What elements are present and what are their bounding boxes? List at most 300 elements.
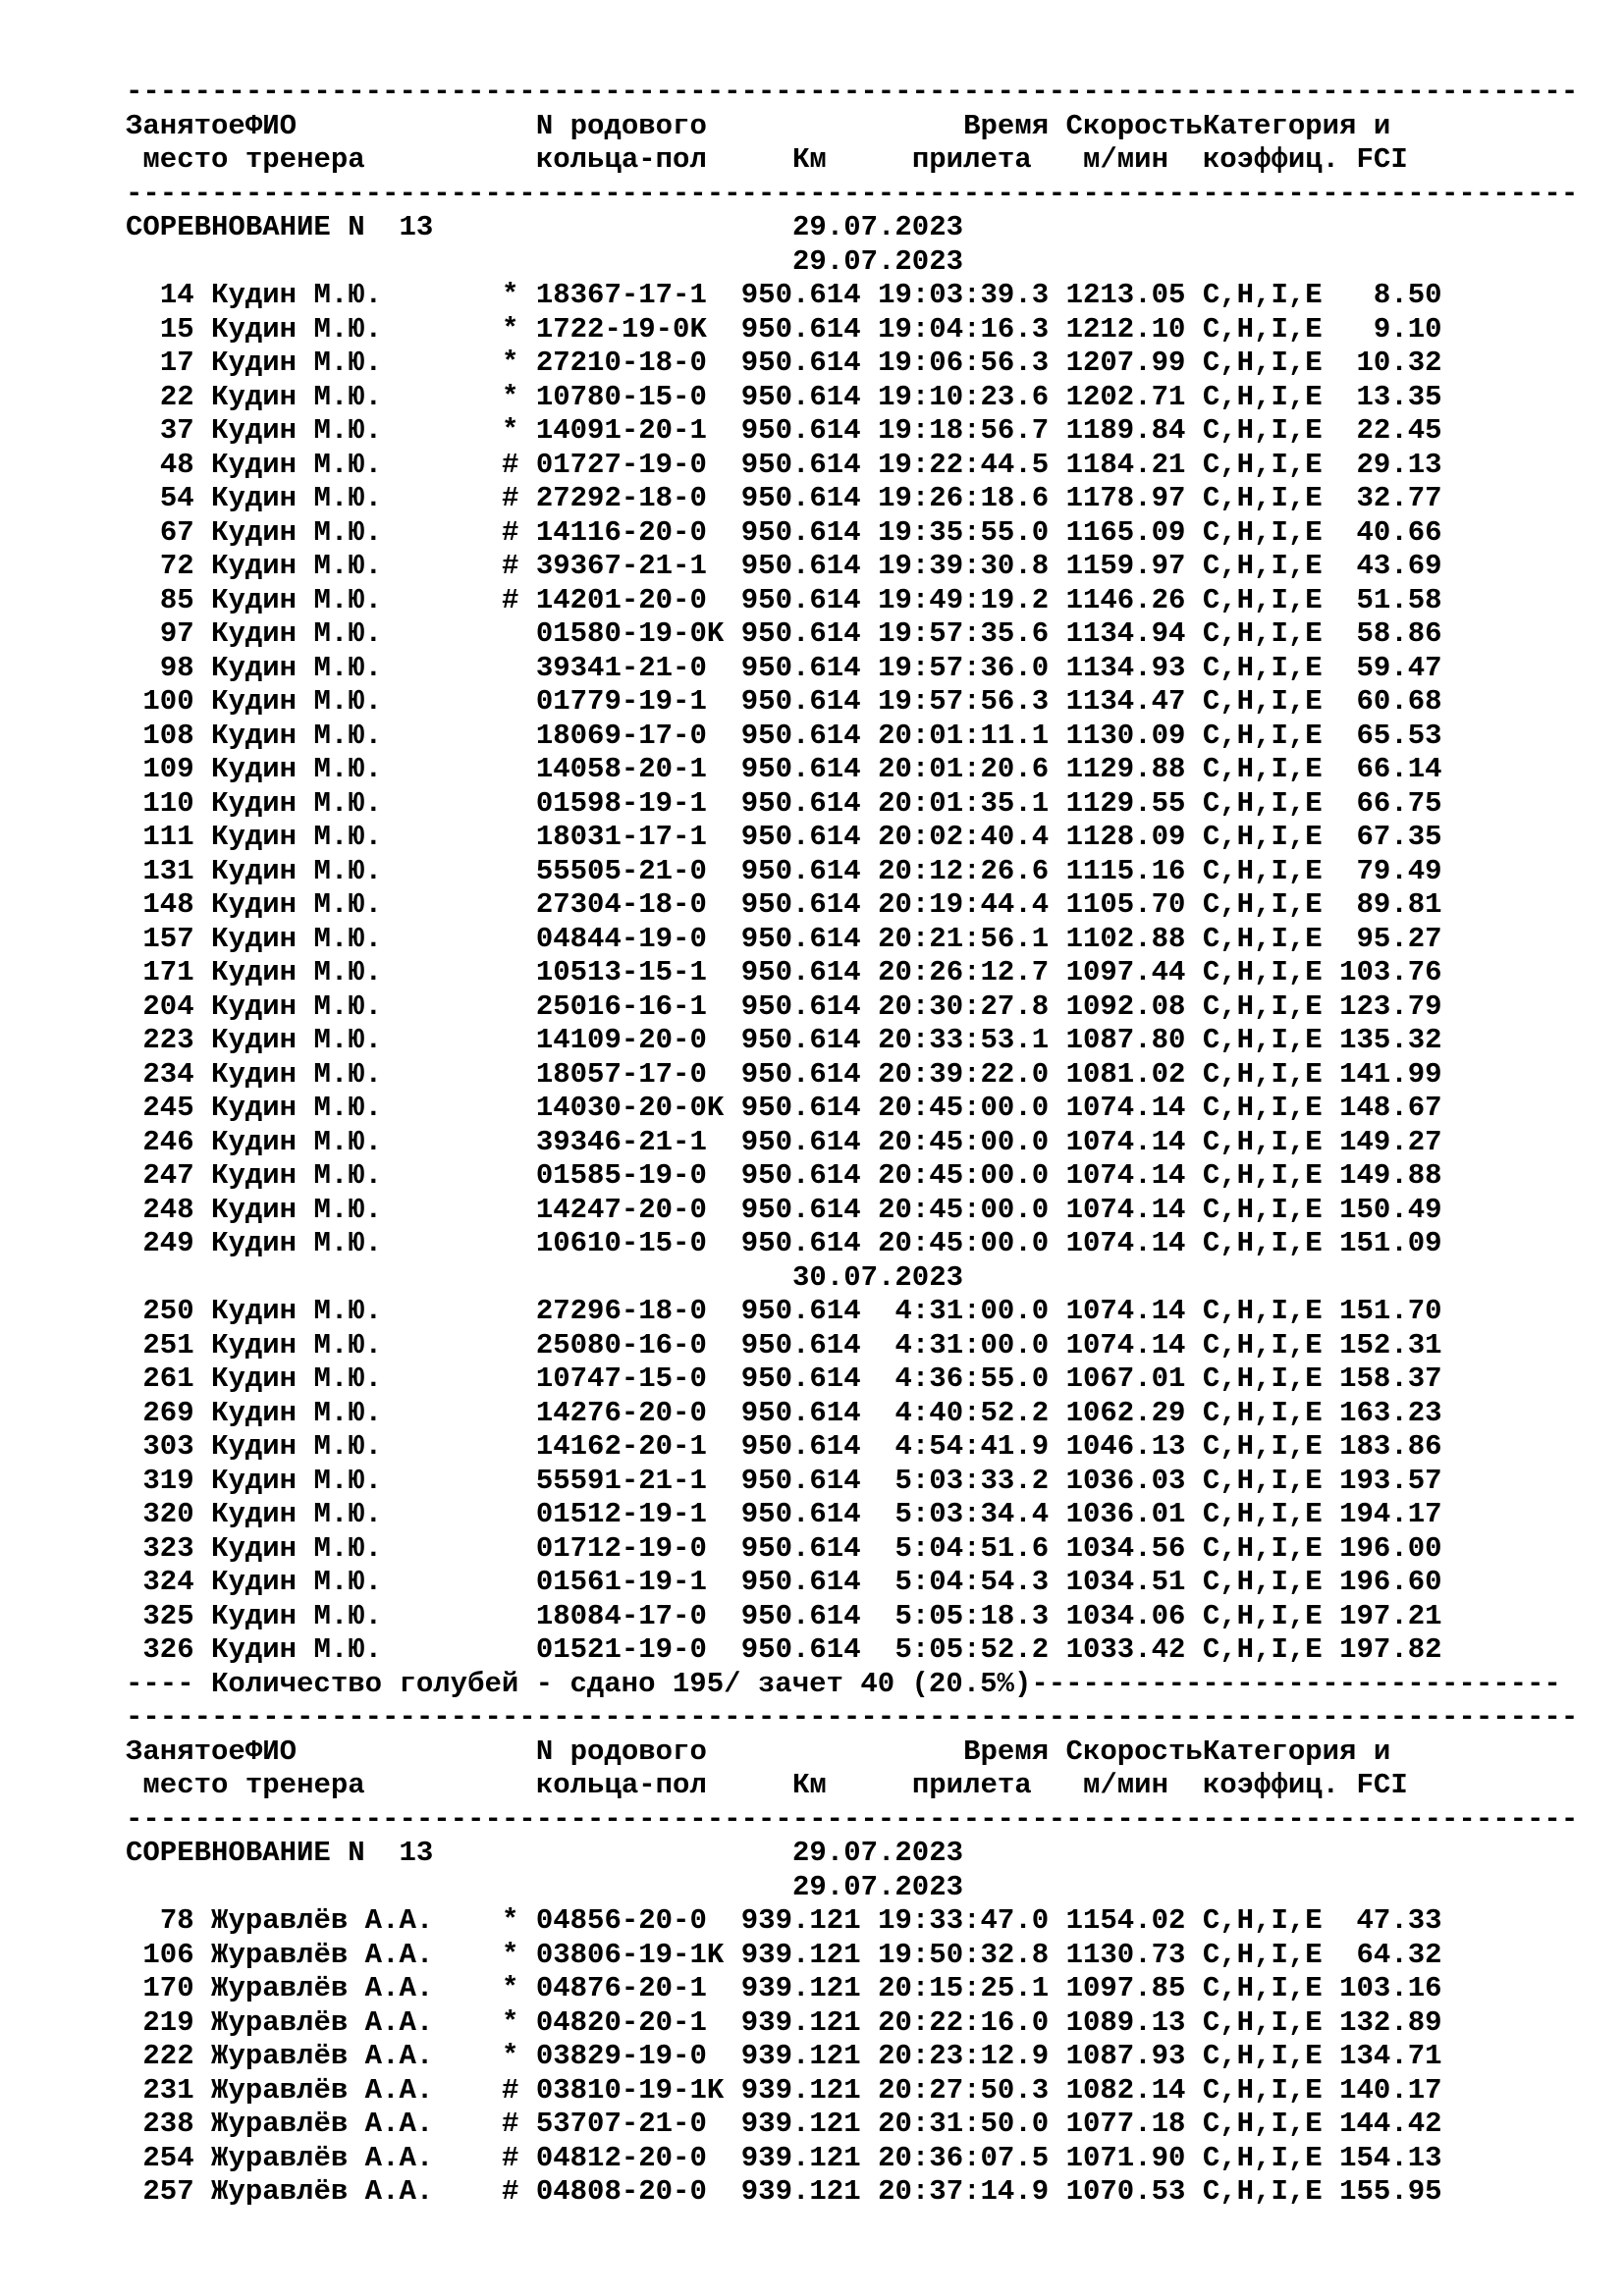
distance-cell: 950.614 (740, 1024, 861, 1056)
speed-cell: 1134.93 (1065, 651, 1186, 684)
trainer-name-cell: Кудин М.Ю. (211, 719, 383, 752)
header-place-label: Занятое (126, 109, 245, 142)
fci-coef-cell: 149.88 (1339, 1159, 1442, 1192)
ring-number-cell: 25080-16-0 (535, 1328, 707, 1362)
speed-cell: 1115.16 (1065, 854, 1186, 887)
place-cell: 319 (142, 1464, 194, 1497)
trainer-name-cell: Кудин М.Ю. (211, 550, 383, 582)
place-cell: 54 (159, 482, 194, 514)
release-date: 30.07.2023 (791, 1260, 964, 1294)
ring-number-cell: 18057-17-0 (535, 1057, 707, 1091)
marker-cell: # (502, 2073, 519, 2107)
distance-cell: 950.614 (740, 1227, 861, 1259)
block-1-header-row-1 (126, 110, 1578, 144)
category-cell: C,H,I,E (1202, 1531, 1323, 1565)
fci-coef-cell: 141.99 (1339, 1057, 1442, 1091)
release-date: 29.07.2023 (791, 1870, 964, 1903)
result-row (126, 1498, 1578, 1532)
category-cell: C,H,I,E (1202, 583, 1323, 616)
header-coef-sub: коэффиц. (1202, 1769, 1340, 1801)
fci-coef-cell: 123.79 (1339, 989, 1442, 1023)
block-1-header-rule: ------------------------------------------------------------------------------------- (126, 177, 1579, 210)
ring-number-cell: 01727-19-0 (535, 448, 707, 481)
trainer-name-cell: Кудин М.Ю. (211, 854, 383, 887)
arrival-time-cell: 20:45:00.0 (878, 1193, 1050, 1226)
ring-number-cell: 18084-17-0 (535, 1599, 707, 1632)
arrival-time-cell: 4:36:55.0 (894, 1362, 1050, 1395)
arrival-time-cell: 19:06:56.3 (878, 347, 1050, 379)
arrival-time-cell: 19:35:55.0 (878, 515, 1050, 549)
distance-cell: 950.614 (740, 414, 861, 447)
result-row (126, 1465, 1578, 1499)
place-cell: 257 (142, 2175, 194, 2208)
arrival-time-cell: 20:12:26.6 (878, 854, 1050, 887)
trainer-name-cell: Кудин М.Ю. (211, 956, 383, 988)
arrival-time-cell: 20:01:35.1 (878, 786, 1050, 820)
result-row (126, 2040, 1578, 2074)
result-row (126, 1058, 1578, 1093)
speed-cell: 1089.13 (1065, 2005, 1186, 2039)
arrival-time-cell: 4:31:00.0 (894, 1328, 1050, 1362)
header-km-sub: Км (791, 143, 827, 176)
arrival-time-cell: 20:02:40.4 (878, 821, 1050, 853)
distance-cell: 939.121 (740, 2040, 861, 2072)
trainer-name-cell: Журавлёв А.А. (211, 1938, 434, 1971)
result-row (126, 1159, 1578, 1194)
place-cell: 245 (142, 1092, 194, 1124)
ring-number-cell: 14030-20-0K (535, 1092, 725, 1124)
result-row (126, 1362, 1578, 1397)
trainer-name-cell: Кудин М.Ю. (211, 753, 383, 785)
block-1-top-rule: ------------------------------------------------------------------------------------- (126, 76, 1579, 108)
speed-cell: 1129.88 (1065, 753, 1186, 785)
block-2-date-row-1 (126, 1871, 1578, 1905)
distance-cell: 939.121 (740, 2073, 861, 2107)
ring-number-cell: 14276-20-0 (535, 1396, 707, 1429)
block-1-date-row-2 (126, 1261, 1578, 1296)
speed-cell: 1034.51 (1065, 1566, 1186, 1598)
result-row (126, 720, 1578, 754)
place-cell: 219 (142, 2005, 194, 2039)
ring-number-cell: 14162-20-1 (535, 1430, 707, 1463)
trainer-name-cell: Кудин М.Ю. (211, 448, 383, 481)
ring-number-cell: 55591-21-1 (535, 1464, 707, 1497)
ring-number-cell: 04876-20-1 (535, 1972, 707, 2004)
ring-number-cell: 03806-19-1K (535, 1938, 725, 1971)
category-cell: C,H,I,E (1202, 1566, 1323, 1598)
result-row (126, 1532, 1578, 1567)
category-cell: C,H,I,E (1202, 380, 1323, 413)
distance-cell: 950.614 (740, 753, 861, 785)
distance-cell: 950.614 (740, 1498, 861, 1530)
ring-number-cell: 14116-20-0 (535, 515, 707, 549)
category-cell: C,H,I,E (1202, 821, 1323, 853)
arrival-time-cell: 20:19:44.4 (878, 888, 1050, 921)
result-row (126, 888, 1578, 923)
ring-number-cell: 01712-19-0 (535, 1531, 707, 1565)
arrival-time-cell: 20:23:12.9 (878, 2040, 1050, 2072)
result-row (126, 1904, 1578, 1939)
category-cell: C,H,I,E (1202, 279, 1323, 311)
result-row (126, 1024, 1578, 1058)
place-cell: 106 (142, 1938, 194, 1971)
arrival-time-cell: 5:03:33.2 (894, 1464, 1050, 1497)
block-2-header-row-2 (126, 1769, 1578, 1803)
category-cell: C,H,I,E (1202, 786, 1323, 820)
block-1-competition-row (126, 211, 1578, 245)
ring-number-cell: 14058-20-1 (535, 753, 707, 785)
fci-coef-cell: 154.13 (1339, 2141, 1442, 2174)
arrival-time-cell: 20:45:00.0 (878, 1159, 1050, 1192)
ring-number-cell: 18031-17-1 (535, 821, 707, 853)
trainer-name-cell: Журавлёв А.А. (211, 2073, 434, 2107)
header-time-label: Время (963, 109, 1050, 142)
result-row (126, 1566, 1578, 1600)
distance-cell: 950.614 (740, 1092, 861, 1124)
place-cell: 97 (159, 617, 194, 650)
arrival-time-cell: 20:33:53.1 (878, 1024, 1050, 1056)
result-row (126, 923, 1578, 957)
distance-cell: 950.614 (740, 1295, 861, 1327)
competition-date: 29.07.2023 (791, 211, 964, 243)
result-row (126, 414, 1578, 449)
speed-cell: 1129.55 (1065, 786, 1186, 820)
arrival-time-cell: 19:10:23.6 (878, 380, 1050, 413)
speed-cell: 1074.14 (1065, 1125, 1186, 1158)
arrival-time-cell: 20:01:11.1 (878, 719, 1050, 752)
category-cell: C,H,I,E (1202, 1092, 1323, 1124)
header-category-label: Категория и (1202, 109, 1391, 142)
place-cell: 22 (159, 380, 194, 413)
result-row (126, 347, 1578, 381)
arrival-time-cell: 20:27:50.3 (878, 2073, 1050, 2107)
marker-cell: # (502, 550, 519, 582)
trainer-name-cell: Журавлёв А.А. (211, 1904, 434, 1937)
place-cell: 303 (142, 1430, 194, 1463)
fci-coef-cell: 95.27 (1356, 922, 1442, 955)
ring-number-cell: 27292-18-0 (535, 482, 707, 514)
marker-cell: # (502, 2108, 519, 2140)
speed-cell: 1074.14 (1065, 1193, 1186, 1226)
fci-coef-cell: 58.86 (1356, 617, 1442, 650)
fci-coef-cell: 103.76 (1339, 956, 1442, 988)
distance-cell: 950.614 (740, 956, 861, 988)
trainer-name-cell: Кудин М.Ю. (211, 1599, 383, 1632)
category-cell: C,H,I,E (1202, 482, 1323, 514)
result-row (126, 449, 1578, 483)
fci-coef-cell: 43.69 (1356, 550, 1442, 582)
place-cell: 234 (142, 1057, 194, 1091)
marker-cell: # (502, 515, 519, 549)
place-cell: 222 (142, 2040, 194, 2072)
result-row (126, 1194, 1578, 1228)
marker-cell: * (502, 279, 519, 311)
ring-number-cell: 01779-19-1 (535, 685, 707, 718)
ring-number-cell: 14247-20-0 (535, 1193, 707, 1226)
trainer-name-cell: Кудин М.Ю. (211, 414, 383, 447)
place-cell: 157 (142, 922, 194, 955)
distance-cell: 950.614 (740, 1531, 861, 1565)
place-cell: 171 (142, 956, 194, 988)
fci-coef-cell: 149.27 (1339, 1125, 1442, 1158)
category-cell: C,H,I,E (1202, 719, 1323, 752)
fci-coef-cell: 140.17 (1339, 2073, 1442, 2107)
distance-cell: 939.121 (740, 1904, 861, 1937)
place-cell: 48 (159, 448, 194, 481)
category-cell: C,H,I,E (1202, 2073, 1323, 2107)
header-time-label: Время (963, 1735, 1050, 1768)
arrival-time-cell: 20:22:16.0 (878, 2005, 1050, 2039)
arrival-time-cell: 4:40:52.2 (894, 1396, 1050, 1429)
trainer-name-cell: Журавлёв А.А. (211, 2005, 434, 2039)
distance-cell: 950.614 (740, 279, 861, 311)
fci-coef-cell: 66.14 (1356, 753, 1442, 785)
ring-number-cell: 04812-20-0 (535, 2141, 707, 2174)
distance-cell: 939.121 (740, 2141, 861, 2174)
trainer-name-cell: Кудин М.Ю. (211, 1295, 383, 1327)
category-cell: C,H,I,E (1202, 854, 1323, 887)
ring-number-cell: 04808-20-0 (535, 2175, 707, 2208)
distance-cell: 950.614 (740, 482, 861, 514)
distance-cell: 950.614 (740, 448, 861, 481)
result-row (126, 1430, 1578, 1465)
place-cell: 108 (142, 719, 194, 752)
header-ring-label: N родового (535, 1735, 707, 1768)
speed-cell: 1207.99 (1065, 347, 1186, 379)
fci-coef-cell: 8.50 (1373, 279, 1442, 311)
speed-cell: 1074.14 (1065, 1295, 1186, 1327)
speed-cell: 1165.09 (1065, 515, 1186, 549)
place-cell: 246 (142, 1125, 194, 1158)
speed-cell: 1134.47 (1065, 685, 1186, 718)
result-row (126, 821, 1578, 855)
result-row (126, 279, 1578, 313)
arrival-time-cell: 20:01:20.6 (878, 753, 1050, 785)
trainer-name-cell: Кудин М.Ю. (211, 583, 383, 616)
result-row (126, 617, 1578, 652)
category-cell: C,H,I,E (1202, 685, 1323, 718)
result-row (126, 1972, 1578, 2006)
arrival-time-cell: 19:33:47.0 (878, 1904, 1050, 1937)
speed-cell: 1130.73 (1065, 1938, 1186, 1971)
ring-number-cell: 01598-19-1 (535, 786, 707, 820)
distance-cell: 950.614 (740, 651, 861, 684)
fci-coef-cell: 197.82 (1339, 1633, 1442, 1666)
category-cell: C,H,I,E (1202, 448, 1323, 481)
speed-cell: 1034.56 (1065, 1531, 1186, 1565)
marker-cell: * (502, 414, 519, 447)
place-cell: 67 (159, 515, 194, 549)
place-cell: 98 (159, 651, 194, 684)
category-cell: C,H,I,E (1202, 1362, 1323, 1395)
header-ring-sub: кольца-пол (535, 1769, 707, 1801)
result-row (126, 482, 1578, 516)
arrival-time-cell: 20:37:14.9 (878, 2175, 1050, 2208)
arrival-time-cell: 19:39:30.8 (878, 550, 1050, 582)
fci-coef-cell: 152.31 (1339, 1328, 1442, 1362)
fci-coef-cell: 13.35 (1356, 380, 1442, 413)
speed-cell: 1159.97 (1065, 550, 1186, 582)
marker-cell: * (502, 312, 519, 346)
fci-coef-cell: 51.58 (1356, 583, 1442, 616)
marker-cell: * (502, 1938, 519, 1971)
place-cell: 170 (142, 1972, 194, 2004)
ring-number-cell: 18069-17-0 (535, 719, 707, 752)
category-cell: C,H,I,E (1202, 1295, 1323, 1327)
result-row (126, 855, 1578, 889)
marker-cell: # (502, 2141, 519, 2174)
distance-cell: 939.121 (740, 2175, 861, 2208)
speed-cell: 1134.94 (1065, 617, 1186, 650)
place-cell: 109 (142, 753, 194, 785)
fci-coef-cell: 32.77 (1356, 482, 1442, 514)
trainer-name-cell: Журавлёв А.А. (211, 1972, 434, 2004)
distance-cell: 950.614 (740, 685, 861, 718)
trainer-name-cell: Кудин М.Ю. (211, 1430, 383, 1463)
place-cell: 204 (142, 989, 194, 1023)
place-cell: 251 (142, 1328, 194, 1362)
ring-number-cell: 10610-15-0 (535, 1227, 707, 1259)
trainer-name-cell: Журавлёв А.А. (211, 2108, 434, 2140)
header-name-label: ФИО (244, 1735, 298, 1768)
category-cell: C,H,I,E (1202, 888, 1323, 921)
ring-number-cell: 27296-18-0 (535, 1295, 707, 1327)
fci-coef-cell: 59.47 (1356, 651, 1442, 684)
result-row (126, 1397, 1578, 1431)
category-cell: C,H,I,E (1202, 414, 1323, 447)
trainer-name-cell: Кудин М.Ю. (211, 786, 383, 820)
result-row (126, 584, 1578, 618)
fci-coef-cell: 60.68 (1356, 685, 1442, 718)
distance-cell: 950.614 (740, 1633, 861, 1666)
arrival-time-cell: 19:04:16.3 (878, 312, 1050, 346)
fci-coef-cell: 193.57 (1339, 1464, 1442, 1497)
distance-cell: 950.614 (740, 1396, 861, 1429)
place-cell: 131 (142, 854, 194, 887)
header-category-label: Категория и (1202, 1735, 1391, 1768)
category-cell: C,H,I,E (1202, 347, 1323, 379)
release-date: 29.07.2023 (791, 244, 964, 278)
speed-cell: 1130.09 (1065, 719, 1186, 752)
place-cell: 72 (159, 550, 194, 582)
distance-cell: 950.614 (740, 1057, 861, 1091)
arrival-time-cell: 20:26:12.7 (878, 956, 1050, 988)
trainer-name-cell: Кудин М.Ю. (211, 1227, 383, 1259)
arrival-time-cell: 5:03:34.4 (894, 1498, 1050, 1530)
fci-coef-cell: 40.66 (1356, 515, 1442, 549)
category-cell: C,H,I,E (1202, 1125, 1323, 1158)
ring-number-cell: 10747-15-0 (535, 1362, 707, 1395)
speed-cell: 1213.05 (1065, 279, 1186, 311)
distance-cell: 950.614 (740, 1430, 861, 1463)
category-cell: C,H,I,E (1202, 617, 1323, 650)
arrival-time-cell: 5:05:52.2 (894, 1633, 1050, 1666)
ring-number-cell: 10513-15-1 (535, 956, 707, 988)
fci-coef-cell: 132.89 (1339, 2005, 1442, 2039)
fci-coef-cell: 66.75 (1356, 786, 1442, 820)
place-cell: 247 (142, 1159, 194, 1192)
trainer-name-cell: Кудин М.Ю. (211, 617, 383, 650)
marker-cell: * (502, 347, 519, 379)
place-cell: 324 (142, 1566, 194, 1598)
ring-number-cell: 04856-20-0 (535, 1904, 707, 1937)
result-row (126, 2108, 1578, 2142)
category-cell: C,H,I,E (1202, 1328, 1323, 1362)
speed-cell: 1074.14 (1065, 1159, 1186, 1192)
category-cell: C,H,I,E (1202, 989, 1323, 1023)
place-cell: 78 (159, 1904, 194, 1937)
arrival-time-cell: 19:50:32.8 (878, 1938, 1050, 1971)
category-cell: C,H,I,E (1202, 753, 1323, 785)
result-row (126, 1633, 1578, 1668)
distance-cell: 950.614 (740, 1125, 861, 1158)
result-row (126, 1092, 1578, 1126)
category-cell: C,H,I,E (1202, 1057, 1323, 1091)
ring-number-cell: 03810-19-1K (535, 2073, 725, 2107)
category-cell: C,H,I,E (1202, 1430, 1323, 1463)
category-cell: C,H,I,E (1202, 651, 1323, 684)
fci-coef-cell: 67.35 (1356, 821, 1442, 853)
header-place-label: Занятое (126, 1735, 245, 1768)
ring-number-cell: 1722-19-0K (535, 312, 707, 346)
result-row (126, 956, 1578, 990)
place-cell: 249 (142, 1227, 194, 1259)
speed-cell: 1178.97 (1065, 482, 1186, 514)
result-row (126, 753, 1578, 787)
header-speed-sub: м/мин (1082, 1769, 1168, 1801)
arrival-time-cell: 20:36:07.5 (878, 2141, 1050, 2174)
category-cell: C,H,I,E (1202, 515, 1323, 549)
marker-cell: * (502, 2040, 519, 2072)
result-row (126, 381, 1578, 415)
arrival-time-cell: 19:57:56.3 (878, 685, 1050, 718)
arrival-time-cell: 20:15:25.1 (878, 1972, 1050, 2004)
trainer-name-cell: Кудин М.Ю. (211, 651, 383, 684)
header-ring-sub: кольца-пол (535, 143, 707, 176)
speed-cell: 1036.03 (1065, 1464, 1186, 1497)
fci-coef-cell: 151.70 (1339, 1295, 1442, 1327)
competition-label: СОРЕВНОВАНИЕ N 13 (126, 1837, 434, 1869)
place-cell: 261 (142, 1362, 194, 1395)
distance-cell: 950.614 (740, 550, 861, 582)
distance-cell: 950.614 (740, 380, 861, 413)
header-ring-label: N родового (535, 109, 707, 142)
ring-number-cell: 01512-19-1 (535, 1498, 707, 1530)
result-row (126, 2142, 1578, 2176)
arrival-time-cell: 20:45:00.0 (878, 1227, 1050, 1259)
header-name-label: ФИО (244, 109, 298, 142)
speed-cell: 1034.06 (1065, 1599, 1186, 1632)
result-row (126, 313, 1578, 347)
fci-coef-cell: 163.23 (1339, 1396, 1442, 1429)
header-speed-sub: м/мин (1082, 143, 1168, 176)
marker-cell: # (502, 482, 519, 514)
speed-cell: 1074.14 (1065, 1227, 1186, 1259)
arrival-time-cell: 20:45:00.0 (878, 1125, 1050, 1158)
speed-cell: 1212.10 (1065, 312, 1186, 346)
speed-cell: 1092.08 (1065, 989, 1186, 1023)
speed-cell: 1077.18 (1065, 2108, 1186, 2140)
arrival-time-cell: 5:05:18.3 (894, 1599, 1050, 1632)
distance-cell: 950.614 (740, 347, 861, 379)
speed-cell: 1146.26 (1065, 583, 1186, 616)
header-name-sub: тренера (244, 1769, 365, 1801)
ring-number-cell: 14109-20-0 (535, 1024, 707, 1056)
trainer-name-cell: Кудин М.Ю. (211, 1159, 383, 1192)
distance-cell: 950.614 (740, 312, 861, 346)
marker-cell: * (502, 1904, 519, 1937)
header-time-sub: прилета (911, 1769, 1032, 1801)
